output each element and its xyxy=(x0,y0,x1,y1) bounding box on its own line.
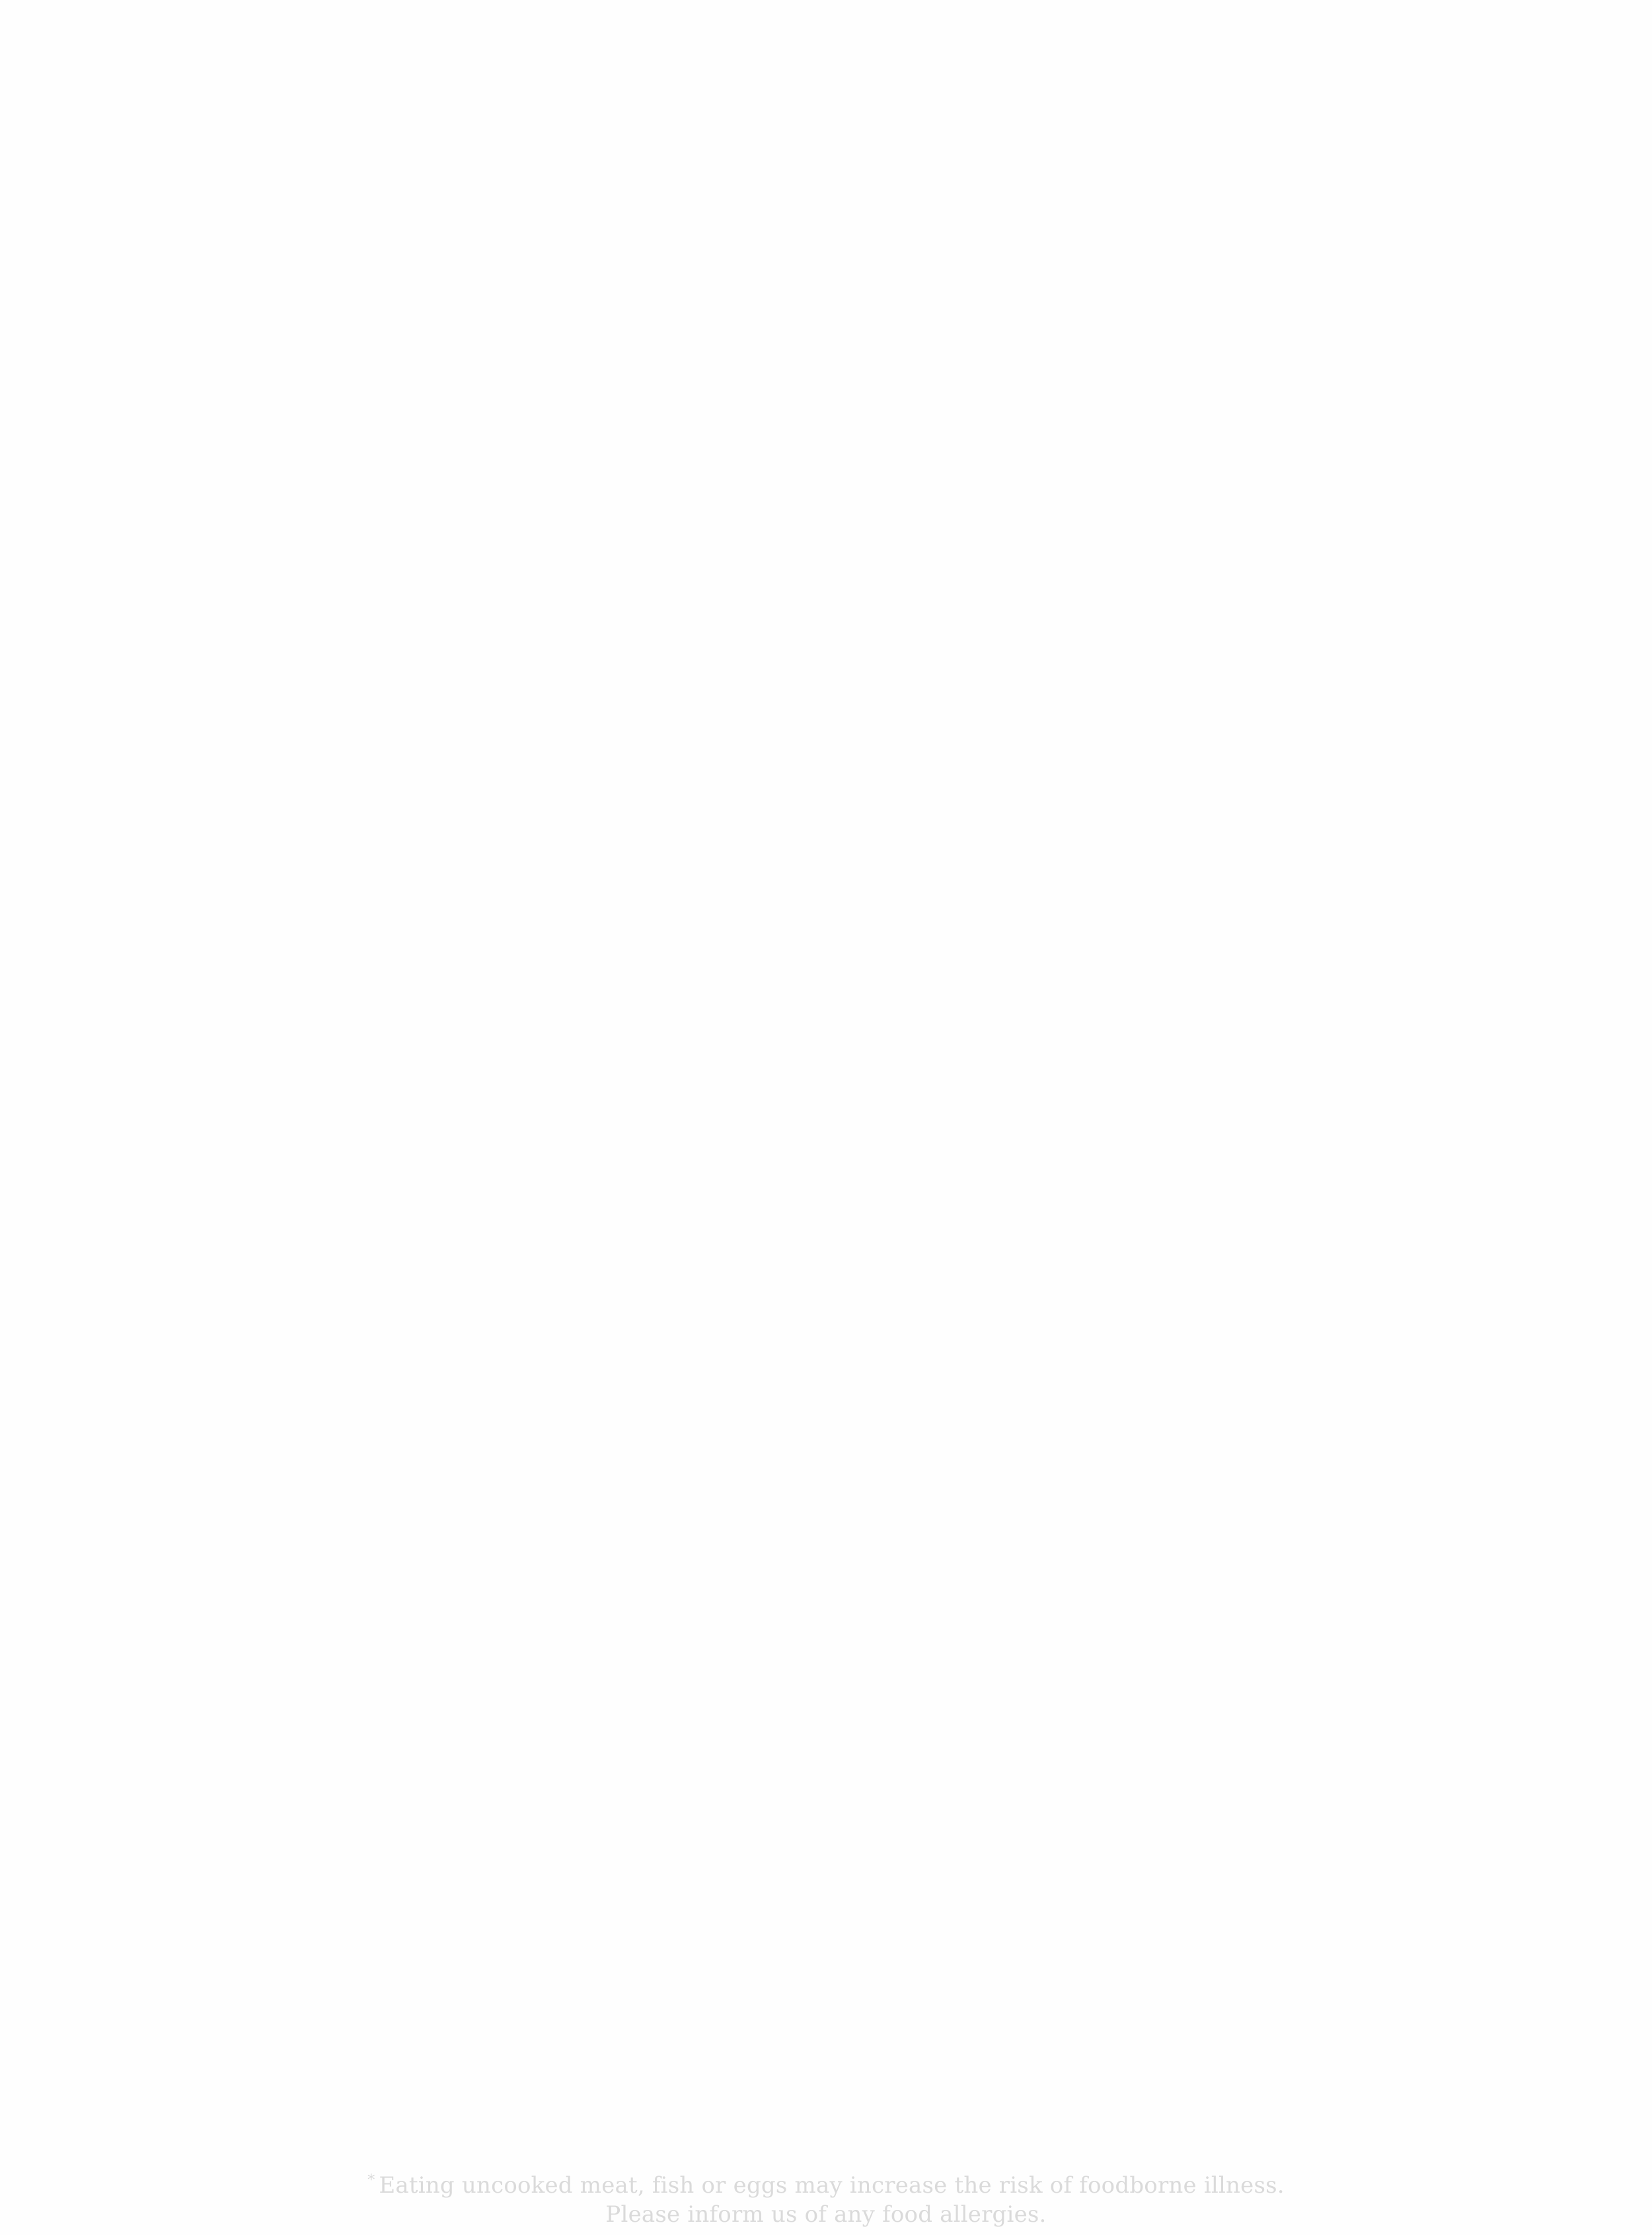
food-safety-disclaimer xyxy=(0,2166,1652,2229)
disclaimer-line-1 xyxy=(0,2166,1652,2200)
disclaimer-line-2: Please inform us of any food allergies. xyxy=(605,2201,1047,2228)
disclaimer-text-1: Eating uncooked meat, fish or eggs may increase the risk of foodborne illness. xyxy=(379,2172,1285,2199)
disclaimer-asterisk: * xyxy=(367,2172,375,2189)
